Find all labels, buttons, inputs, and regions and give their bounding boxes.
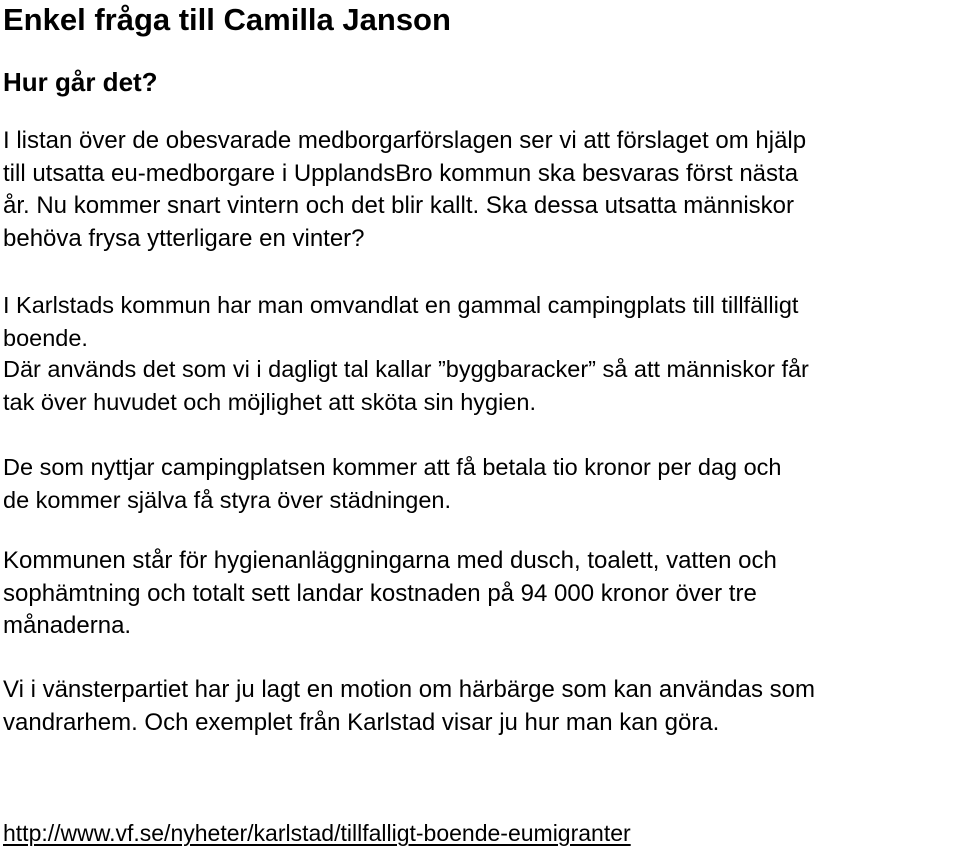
paragraph-line: till utsatta eu-medborgare i UpplandsBro kommun ska besvaras först nästa bbox=[3, 159, 799, 187]
paragraph-line: månaderna. bbox=[3, 612, 132, 639]
paragraph-line: I listan över de obesvarade medborgarförslagen ser vi att förslaget om hjälp bbox=[3, 127, 807, 154]
paragraph-6 bbox=[3, 674, 957, 739]
paragraph-line: De som nyttjar campingplatsen kommer att få betala tio kronor per dag och bbox=[3, 454, 782, 480]
paragraph-line: boende. bbox=[3, 324, 88, 351]
paragraph-line: de kommer själva få styra över städningen. bbox=[3, 486, 452, 513]
paragraph-line: vandrarhem. Och exemplet från Karlstad visar ju hur man kan göra. bbox=[3, 708, 720, 736]
page-subtitle: Hur går det? bbox=[3, 67, 158, 97]
page-title: Enkel fråga till Camilla Janson bbox=[3, 2, 451, 37]
paragraph-3 bbox=[3, 353, 957, 418]
paragraph-line: sophämtning och totalt sett landar kostnaden på 94 000 kronor över tre bbox=[3, 579, 757, 607]
paragraph-line: år. Nu kommer snart vintern och det blir kallt. Ska dessa utsatta människor bbox=[3, 192, 795, 219]
paragraph-2 bbox=[3, 289, 957, 354]
paragraph-line: behöva frysa ytterligare en vinter? bbox=[3, 224, 365, 252]
paragraph-1 bbox=[3, 125, 957, 255]
paragraph-line: Där används det som vi i dagligt tal kallar ”byggbaracker” så att människor får bbox=[3, 356, 809, 382]
paragraph-4 bbox=[3, 451, 957, 516]
paragraph-line: Vi i vänsterpartiet har ju lagt en motion om härbärge som kan användas som bbox=[3, 676, 815, 703]
source-link[interactable]: http://www.vf.se/nyheter/karlstad/tillfalligt-boende-eumigranter bbox=[3, 820, 631, 846]
paragraph-line: Kommunen står för hygienanläggningarna med dusch, toalett, vatten och bbox=[3, 547, 777, 574]
paragraph-line: tak över huvudet och möjlighet att sköta sin hygien. bbox=[3, 388, 536, 415]
paragraph-5 bbox=[3, 545, 957, 643]
paragraph-line: I Karlstads kommun har man omvandlat en gammal campingplats till tillfälligt bbox=[3, 292, 799, 318]
